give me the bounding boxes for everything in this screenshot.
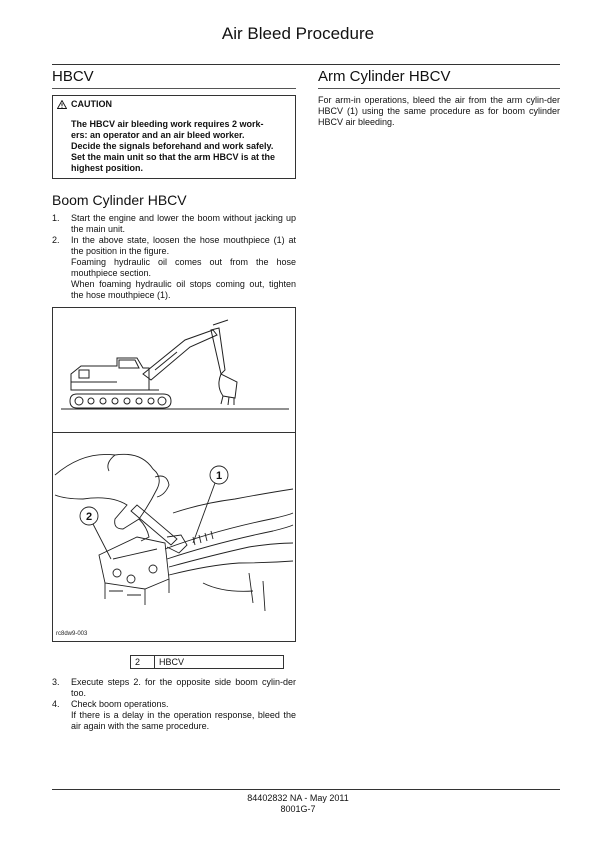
warning-triangle-icon: [57, 100, 67, 109]
legend-row: [131, 656, 284, 669]
steps-list: [52, 213, 296, 301]
step-body: [71, 699, 296, 732]
legend-table: [130, 655, 284, 669]
section-rule: [318, 88, 560, 89]
step-text: Check boom operations.: [71, 699, 169, 709]
section-title-hbcv: HBCV: [52, 68, 94, 85]
section-rule: [52, 88, 296, 89]
caution-header: [57, 99, 291, 109]
step-item: [52, 213, 296, 235]
footer-document-number: 84402832 NA - May 2011: [247, 793, 349, 803]
step-text: When foaming hydraulic oil stops coming out, tighten the hose mouthpiece (1).: [71, 279, 296, 300]
legend-text: HBCV: [155, 656, 284, 669]
caution-line: Set the main unit so that the arm HBCV is at the: [71, 152, 276, 162]
footer-rule: [52, 789, 560, 790]
caution-label: CAUTION: [71, 99, 112, 109]
steps-list-continued: [52, 677, 296, 732]
excavator-illustration: [53, 308, 295, 432]
step-number: 1.: [52, 213, 60, 223]
hose-detail-illustration: [53, 432, 295, 641]
callout-2-label: 2: [85, 511, 93, 523]
step-text: Start the engine and lower the boom without jacking up the main unit.: [71, 213, 296, 234]
left-column: [52, 66, 296, 732]
caution-box: [52, 95, 296, 179]
step-number: 4.: [52, 699, 60, 709]
caution-line: ers: an operator and an air bleed worker.: [71, 130, 245, 140]
procedure-figure: [52, 307, 296, 642]
step-number: 2.: [52, 235, 60, 245]
step-text: Execute steps 2. for the opposite side boom cylin-der too.: [71, 677, 296, 698]
legend-number: 2: [131, 656, 155, 669]
right-column: [318, 66, 560, 128]
step-item: [52, 235, 296, 301]
footer-page-number: 8001G-7: [280, 804, 316, 814]
step-number: 3.: [52, 677, 60, 687]
caution-line: highest position.: [71, 163, 143, 173]
caution-line: Decide the signals beforehand and work safely.: [71, 141, 274, 151]
page-title: Air Bleed Procedure: [221, 24, 375, 43]
figure-code: rc8dw9-003: [56, 631, 88, 637]
step-text: If there is a delay in the operation response, bleed the air again with the same procedure.: [71, 710, 296, 731]
footer: [0, 793, 596, 815]
step-body: [71, 213, 296, 235]
caution-text: [57, 119, 291, 174]
header-rule: [52, 64, 560, 65]
step-body: [71, 677, 296, 699]
step-text: In the above state, loosen the hose mouthpiece (1) at the position in the figure.: [71, 235, 296, 256]
arm-cylinder-paragraph: For arm-in operations, bleed the air from the arm cylin-der HBCV (1) using the same procedure as for boom cylinder HBCV air bleeding.: [318, 95, 560, 127]
callout-1-label: 1: [215, 470, 223, 482]
subsection-title-boom: Boom Cylinder HBCV: [52, 192, 187, 208]
step-body: [71, 235, 296, 301]
step-item: [52, 699, 296, 732]
step-text: Foaming hydraulic oil comes out from the hose mouthpiece section.: [71, 257, 296, 278]
caution-line: The HBCV air bleeding work requires 2 work-: [71, 119, 264, 129]
step-item: [52, 677, 296, 699]
section-title-arm: Arm Cylinder HBCV: [318, 68, 451, 85]
